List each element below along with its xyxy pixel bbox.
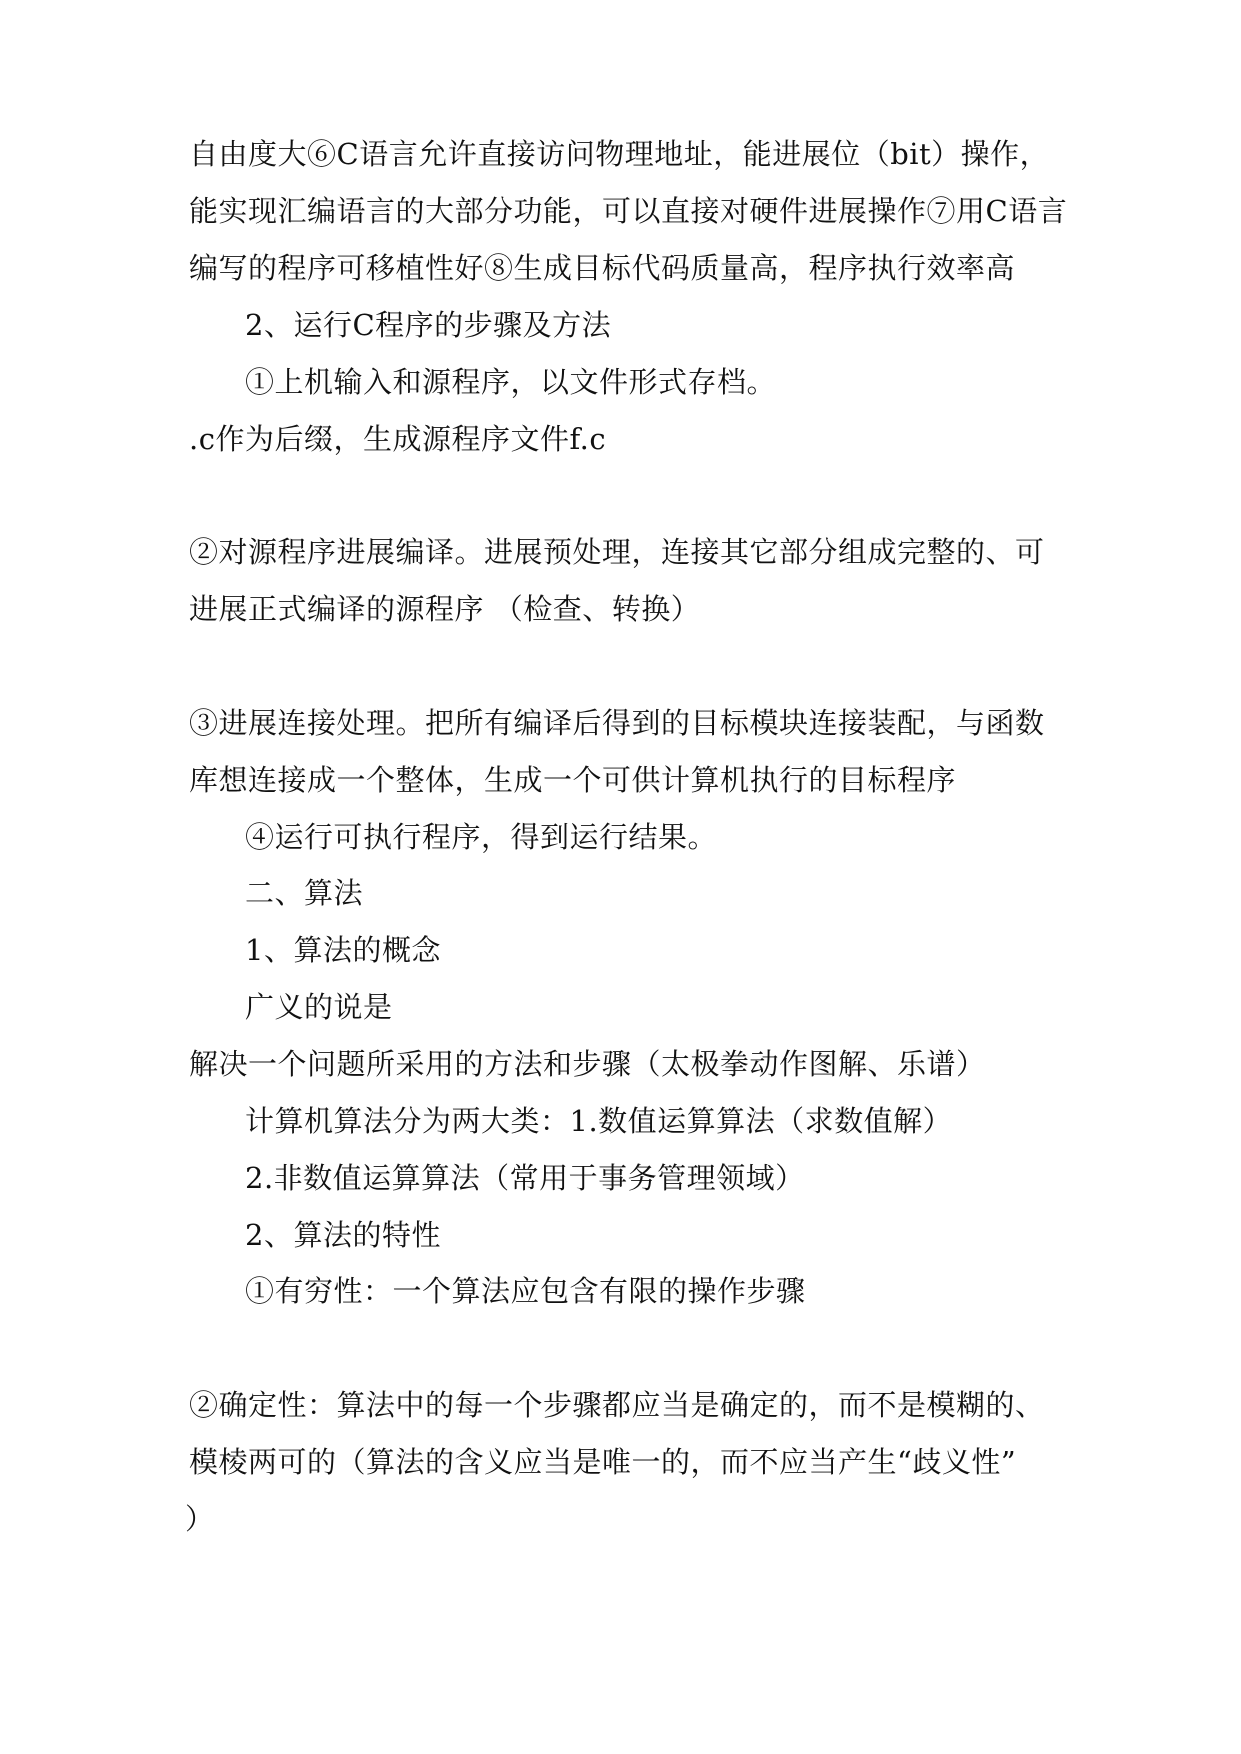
text-line: 广义的说是: [245, 990, 393, 1024]
text-line: 模棱两可的（算法的含义应当是唯一的，而不应当产生“歧义性”: [189, 1445, 1017, 1479]
text-line: 计算机算法分为两大类：1.数值运算算法（求数值解）: [245, 1104, 953, 1138]
text-line: 编写的程序可移植性好⑧生成目标代码质量高，程序执行效率高: [189, 251, 1016, 285]
text-line: ①上机输入和源程序，以文件形式存档。: [245, 365, 777, 399]
text-line: 解决一个问题所采用的方法和步骤（太极拳动作图解、乐谱）: [189, 1047, 986, 1081]
section-heading: 2、运行C程序的步骤及方法: [245, 308, 612, 342]
text-line: ②对源程序进展编译。进展预处理，连接其它部分组成完整的、可: [189, 535, 1045, 569]
section-heading: 二、算法: [245, 876, 364, 910]
text-line: ②确定性：算法中的每一个步骤都应当是确定的，而不是模糊的、: [189, 1388, 1045, 1422]
text-line: ①有穷性：一个算法应包含有限的操作步骤: [245, 1274, 806, 1308]
section-heading: 1、算法的概念: [245, 933, 441, 967]
text-line: 2.非数值运算算法（常用于事务管理领域）: [245, 1161, 805, 1195]
text-line: ④运行可执行程序，得到运行结果。: [245, 820, 718, 854]
text-line: ③进展连接处理。把所有编译后得到的目标模块连接装配，与函数: [189, 706, 1045, 740]
text-line: 库想连接成一个整体，生成一个可供计算机执行的目标程序: [189, 763, 957, 797]
text-line: 能实现汇编语言的大部分功能，可以直接对硬件进展操作⑦用C语言: [189, 194, 1068, 228]
section-heading: 2、算法的特性: [245, 1218, 441, 1252]
text-line: .c作为后缀，生成源程序文件f.c: [189, 422, 607, 456]
text-line: ）: [185, 1502, 215, 1536]
text-line: 进展正式编译的源程序 （检查、转换）: [189, 592, 701, 626]
text-line: 自由度大⑥C语言允许直接访问物理地址，能进展位（bit）操作，: [189, 137, 1050, 171]
